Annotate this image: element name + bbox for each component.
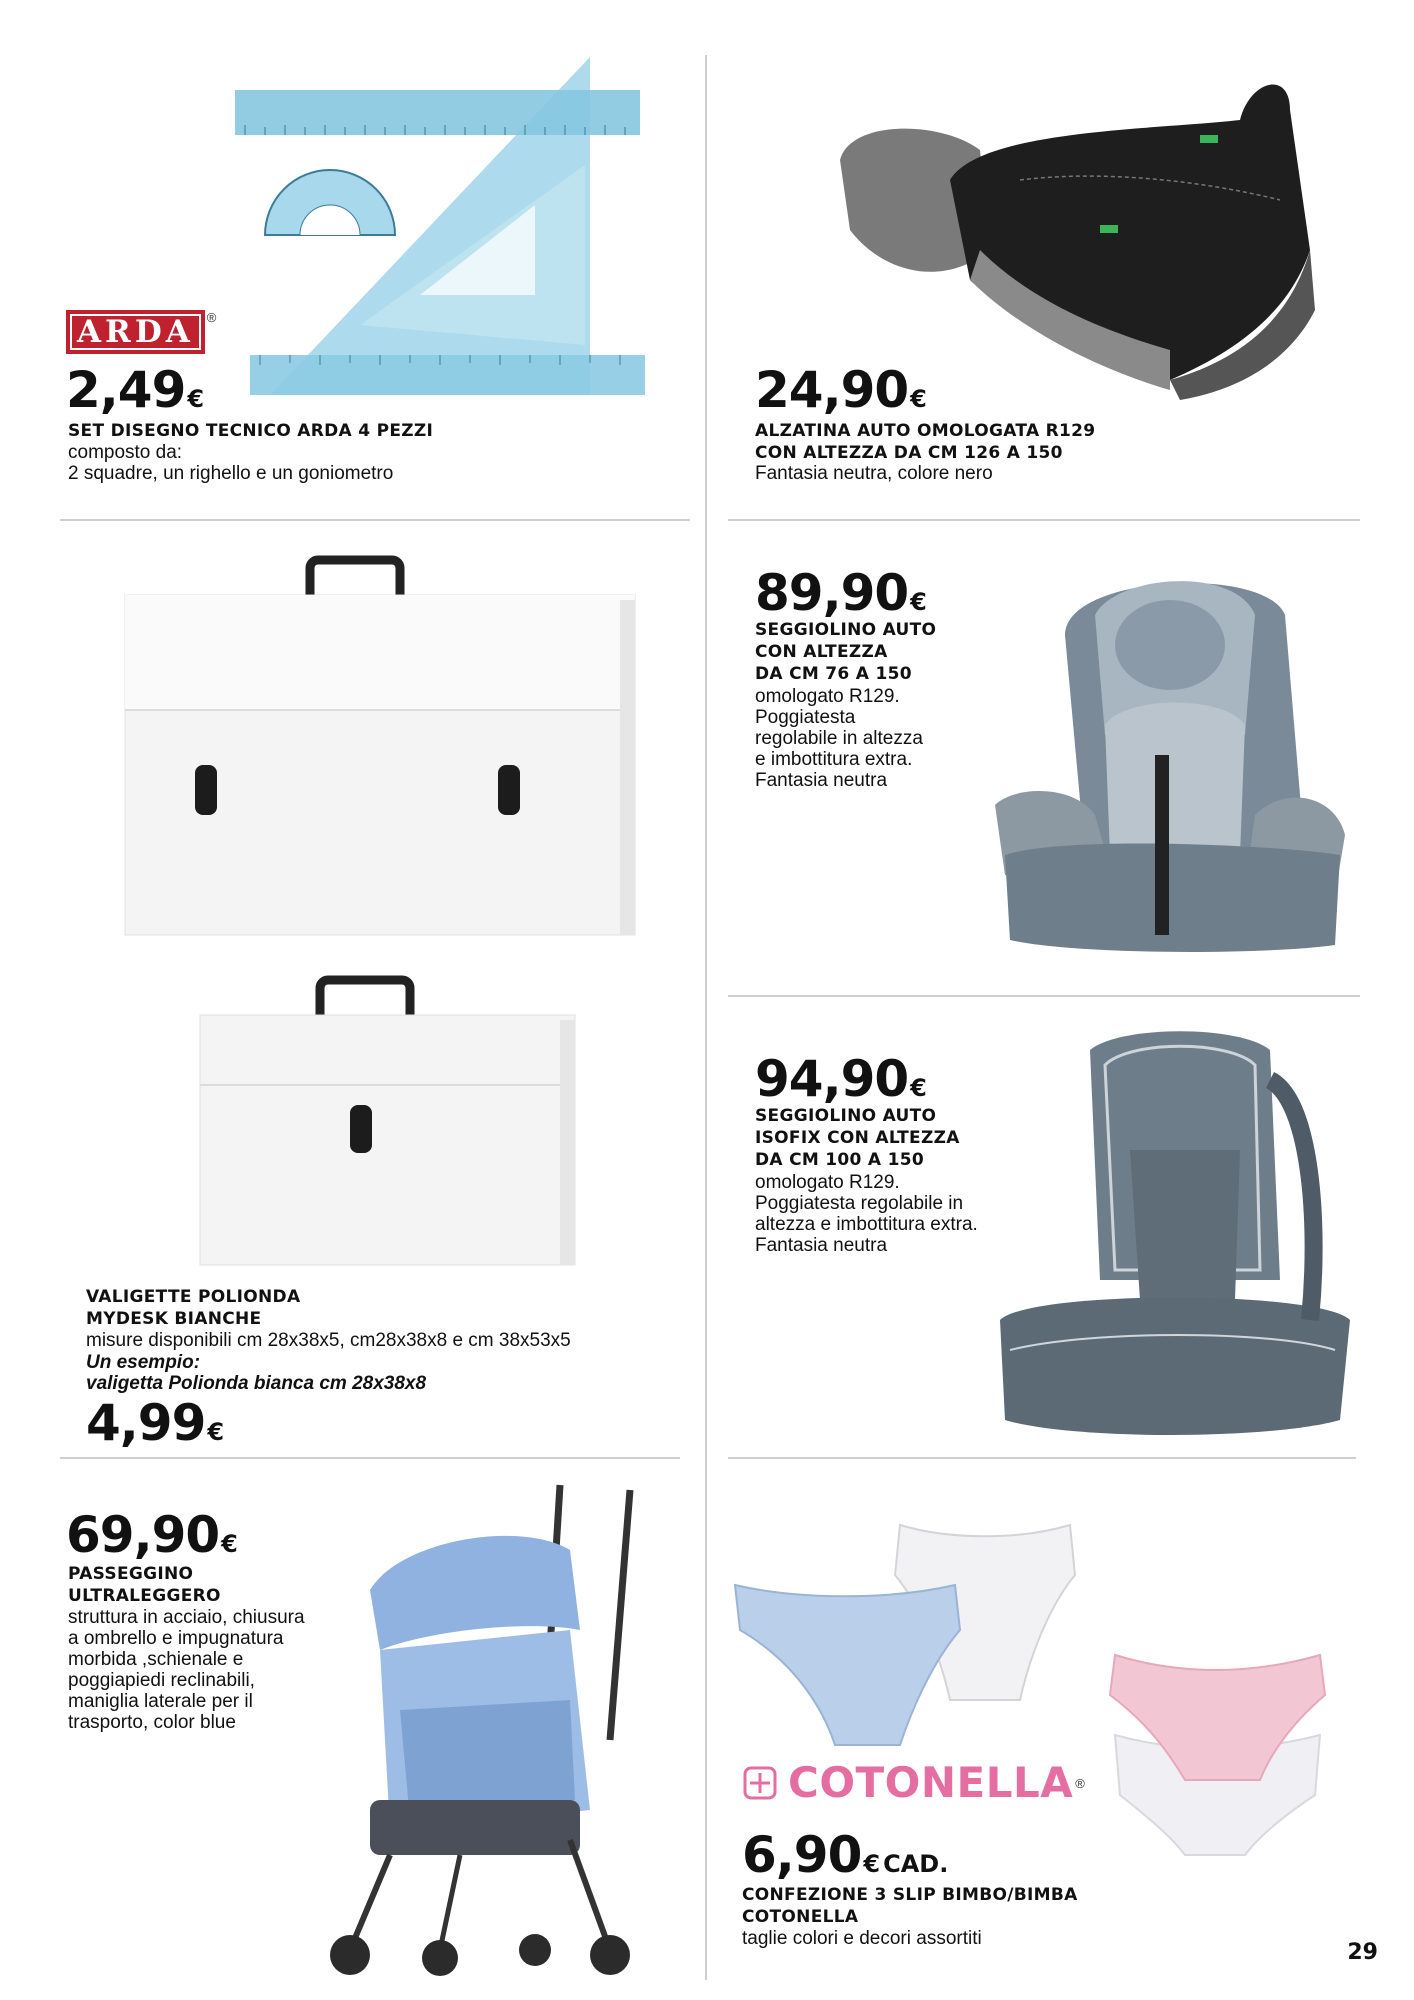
arda-logo: ARDA ® (66, 310, 216, 354)
horizontal-divider (728, 995, 1360, 997)
briefcase-large-image (120, 555, 650, 950)
car-seat-isofix-image (990, 1020, 1360, 1450)
title-slip: CONFEZIONE 3 SLIP BIMBO/BIMBA COTONELLA (742, 1885, 1078, 1927)
horizontal-divider (60, 519, 690, 521)
price-seggiolino-isofix: 94,90€ (755, 1050, 926, 1108)
desc-alzatina: Fantasia neutra, colore nero (755, 463, 993, 484)
price-seggiolino-76: 89,90€ (755, 564, 926, 622)
vertical-divider (705, 55, 707, 1980)
price-set-disegno: 2,49€ (66, 361, 204, 419)
desc-seggiolino-76: omologato R129. Poggiatesta regolabile in altezza e imbottitura extra. Fantasia neutra (755, 686, 923, 791)
desc-valigette: misure disponibili cm 28x38x5, cm28x38x8 e cm 38x53x5 (86, 1330, 571, 1351)
arda-logo-text: ARDA (66, 310, 205, 354)
price-valigette: 4,99€ (86, 1394, 224, 1452)
cotonella-logo-text: COTONELLA (788, 1758, 1074, 1807)
price-passeggino: 69,90€ (66, 1506, 237, 1564)
horizontal-divider (728, 1457, 1356, 1459)
cotonella-logo: COTONELLA ® (742, 1762, 1085, 1804)
desc-set-disegno: composto da: 2 squadre, un righello e un goniometro (68, 442, 394, 484)
cotonella-mark-icon (742, 1765, 778, 1801)
desc-passeggino: struttura in acciaio, chiusura a ombrello e impugnatura morbida ,schienale e poggiapiedi reclinabili, maniglia laterale per il trasporto, color blue (68, 1607, 305, 1733)
title-valigette: VALIGETTE POLIONDA MYDESK BIANCHE (86, 1287, 301, 1329)
price-alzatina: 24,90€ (755, 361, 926, 419)
drawing-set-image (230, 55, 650, 410)
horizontal-divider (728, 519, 1360, 521)
title-passeggino: PASSEGGINO ULTRALEGGERO (68, 1564, 221, 1606)
car-seat-76-150-image (985, 555, 1355, 960)
briefcase-small-image (195, 975, 595, 1275)
horizontal-divider (60, 1457, 680, 1459)
example-valigette: Un esempio: valigetta Polionda bianca cm 28x38x8 (86, 1352, 427, 1394)
title-seggiolino-isofix: SEGGIOLINO AUTO ISOFIX CON ALTEZZA DA CM 100 A 150 (755, 1106, 960, 1170)
title-alzatina: ALZATINA AUTO OMOLOGATA R129 CON ALTEZZA DA CM 126 A 150 (755, 421, 1096, 463)
price-slip: 6,90€ CAD. (742, 1826, 949, 1884)
desc-seggiolino-isofix: omologato R129. Poggiatesta regolabile in altezza e imbottitura extra. Fantasia neutra (755, 1172, 978, 1256)
stroller-image (310, 1480, 650, 1980)
desc-slip: taglie colori e decori assortiti (742, 1928, 982, 1949)
booster-seat-image (820, 50, 1330, 410)
title-seggiolino-76: SEGGIOLINO AUTO CON ALTEZZA DA CM 76 A 150 (755, 620, 937, 684)
underwear-image (730, 1515, 1350, 1865)
page-number: 29 (1347, 1940, 1378, 1965)
title-set-disegno: SET DISEGNO TECNICO ARDA 4 PEZZI (68, 421, 434, 441)
